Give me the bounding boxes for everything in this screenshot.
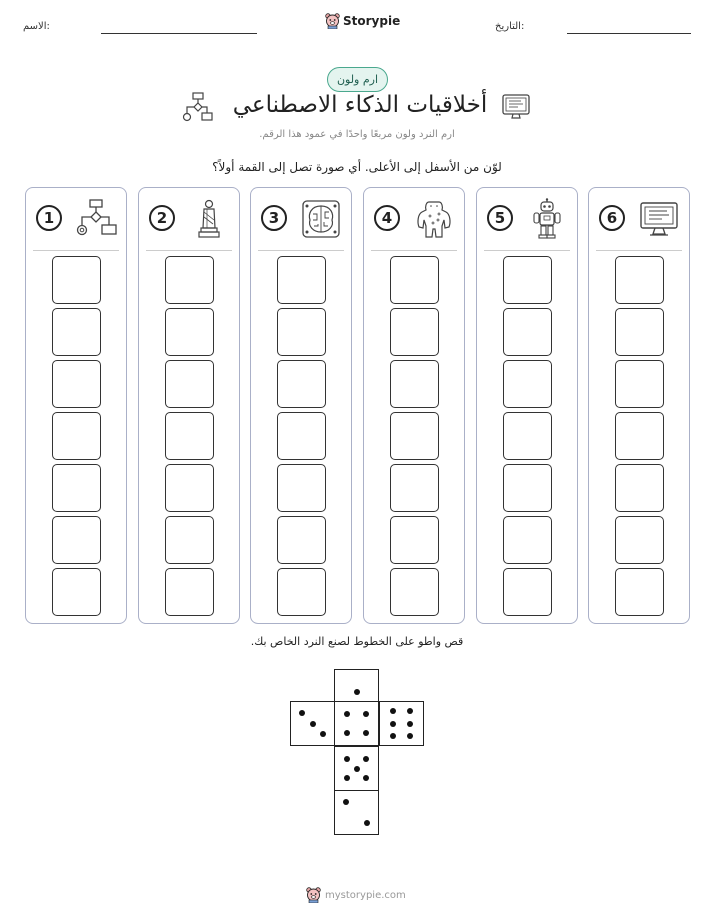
dice-pip bbox=[390, 721, 396, 727]
bear-mascot-icon bbox=[325, 13, 340, 29]
dice-pip bbox=[363, 775, 369, 781]
color-box[interactable] bbox=[503, 256, 552, 304]
color-box[interactable] bbox=[503, 568, 552, 616]
dice-pip bbox=[344, 711, 350, 717]
column-number: 2 bbox=[149, 205, 175, 231]
column-number: 4 bbox=[374, 205, 400, 231]
column-1 bbox=[25, 187, 127, 624]
column-3 bbox=[250, 187, 352, 624]
bear-mascot-icon bbox=[306, 887, 321, 903]
color-box[interactable] bbox=[165, 308, 214, 356]
column-number: 3 bbox=[261, 205, 287, 231]
column-divider bbox=[484, 250, 570, 251]
color-box[interactable] bbox=[615, 568, 664, 616]
color-box[interactable] bbox=[390, 516, 439, 564]
dice-face-3 bbox=[290, 701, 335, 746]
computer-monitor-icon bbox=[637, 198, 681, 240]
color-box[interactable] bbox=[390, 256, 439, 304]
color-box[interactable] bbox=[390, 568, 439, 616]
color-box[interactable] bbox=[277, 308, 326, 356]
column-divider bbox=[596, 250, 682, 251]
dice-pip bbox=[363, 756, 369, 762]
color-box[interactable] bbox=[503, 516, 552, 564]
roll-and-color-badge: ارم ولون bbox=[327, 67, 388, 92]
dice-pip bbox=[299, 710, 305, 716]
color-box[interactable] bbox=[615, 412, 664, 460]
dice-pip bbox=[363, 730, 369, 736]
subtitle: ارم النرد ولون مربعًا واحدًا في عمود هذا الرقم. bbox=[259, 129, 455, 140]
color-box[interactable] bbox=[390, 308, 439, 356]
color-box[interactable] bbox=[615, 360, 664, 408]
color-box[interactable] bbox=[277, 568, 326, 616]
date-line[interactable] bbox=[567, 33, 691, 34]
color-box[interactable] bbox=[52, 464, 101, 512]
column-number: 5 bbox=[487, 205, 513, 231]
color-box[interactable] bbox=[615, 308, 664, 356]
dice-pip bbox=[354, 689, 360, 695]
footer bbox=[306, 887, 406, 903]
color-box[interactable] bbox=[277, 464, 326, 512]
color-box[interactable] bbox=[277, 412, 326, 460]
cut-instruction: قص واطو على الخطوط لصنع النرد الخاص بك. bbox=[250, 635, 464, 648]
robot-icon bbox=[525, 198, 569, 240]
column-2 bbox=[138, 187, 240, 624]
dice-pip bbox=[343, 799, 349, 805]
color-box[interactable] bbox=[277, 256, 326, 304]
computer-monitor-icon bbox=[501, 93, 531, 121]
dice-pip bbox=[407, 721, 413, 727]
column-5 bbox=[476, 187, 578, 624]
dice-pip bbox=[364, 820, 370, 826]
dice-face-4 bbox=[334, 701, 379, 746]
column-number: 1 bbox=[36, 205, 62, 231]
column-4 bbox=[363, 187, 465, 624]
color-box[interactable] bbox=[503, 360, 552, 408]
color-box[interactable] bbox=[52, 256, 101, 304]
footer-url: mystorypie.com bbox=[325, 889, 406, 901]
golem-icon bbox=[412, 198, 456, 240]
color-box[interactable] bbox=[390, 412, 439, 460]
circuit-brain-icon bbox=[299, 198, 343, 240]
dice-face-6 bbox=[379, 701, 424, 746]
dice-pip bbox=[310, 721, 316, 727]
date-label: التاريخ: bbox=[495, 21, 525, 32]
color-box[interactable] bbox=[165, 464, 214, 512]
column-divider bbox=[258, 250, 344, 251]
logo-text: Storypie bbox=[343, 14, 401, 28]
color-box[interactable] bbox=[390, 464, 439, 512]
color-box[interactable] bbox=[503, 412, 552, 460]
flowchart-icon bbox=[74, 198, 118, 240]
column-divider bbox=[146, 250, 232, 251]
dice-face-5 bbox=[334, 746, 379, 791]
dice-pip bbox=[407, 708, 413, 714]
color-box[interactable] bbox=[165, 412, 214, 460]
dice-pip bbox=[344, 775, 350, 781]
color-box[interactable] bbox=[52, 568, 101, 616]
color-box[interactable] bbox=[165, 516, 214, 564]
dice-pip bbox=[390, 708, 396, 714]
color-box[interactable] bbox=[52, 360, 101, 408]
dice-pip bbox=[354, 766, 360, 772]
dice-pip bbox=[320, 731, 326, 737]
name-line[interactable] bbox=[101, 33, 257, 34]
philosopher-statue-icon bbox=[187, 198, 231, 240]
column-divider bbox=[33, 250, 119, 251]
color-box[interactable] bbox=[615, 464, 664, 512]
color-box[interactable] bbox=[165, 256, 214, 304]
color-box[interactable] bbox=[52, 516, 101, 564]
dice-face-2 bbox=[334, 790, 379, 835]
color-box[interactable] bbox=[165, 568, 214, 616]
dice-pip bbox=[344, 756, 350, 762]
dice-pip bbox=[363, 711, 369, 717]
column-number: 6 bbox=[599, 205, 625, 231]
column-6 bbox=[588, 187, 690, 624]
color-box[interactable] bbox=[615, 516, 664, 564]
page-title: أخلاقيات الذكاء الاصطناعي bbox=[232, 92, 488, 118]
color-box[interactable] bbox=[52, 308, 101, 356]
color-box[interactable] bbox=[390, 360, 439, 408]
color-box[interactable] bbox=[277, 516, 326, 564]
dice-pip bbox=[407, 733, 413, 739]
storypie-logo bbox=[325, 13, 400, 29]
instruction-text: لوّن من الأسفل إلى الأعلى. أي صورة تصل إلى القمة أولاً؟ bbox=[212, 160, 502, 174]
color-box[interactable] bbox=[277, 360, 326, 408]
color-box[interactable] bbox=[503, 308, 552, 356]
color-box[interactable] bbox=[503, 464, 552, 512]
color-box[interactable] bbox=[165, 360, 214, 408]
name-label: الاسم: bbox=[23, 21, 50, 32]
color-box[interactable] bbox=[52, 412, 101, 460]
dice-pip bbox=[344, 730, 350, 736]
dice-pip bbox=[390, 733, 396, 739]
color-box[interactable] bbox=[615, 256, 664, 304]
column-divider bbox=[371, 250, 457, 251]
